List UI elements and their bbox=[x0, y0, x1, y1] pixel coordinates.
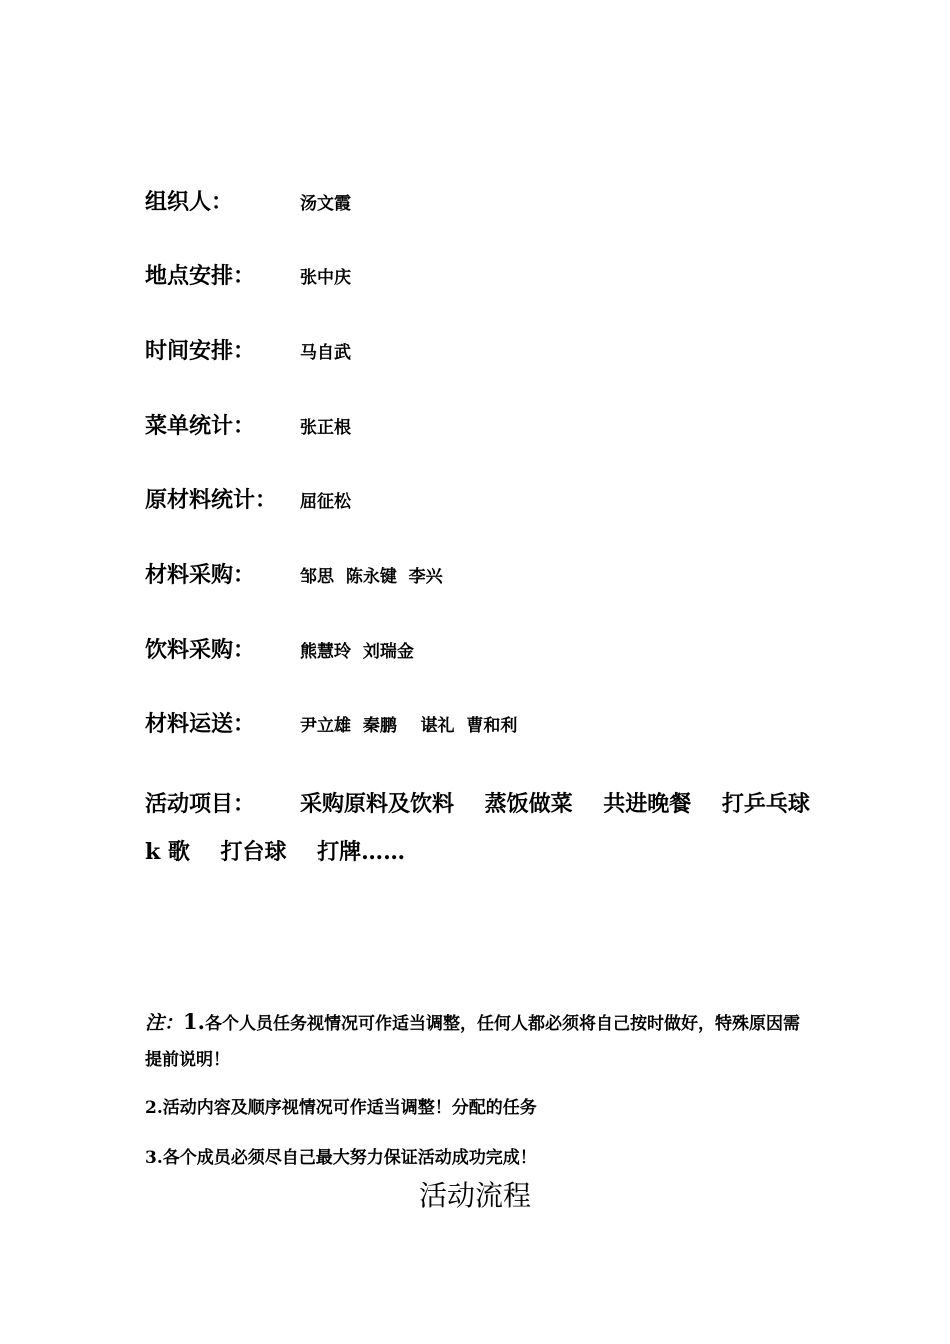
assignment-value: 马自武 bbox=[300, 343, 351, 363]
section-title: 活动流程 bbox=[418, 1179, 531, 1212]
assignment-value: 汤文霞 bbox=[300, 194, 351, 214]
assignment-row-time bbox=[145, 333, 825, 369]
assignment-row-organizer bbox=[145, 184, 825, 220]
note-1-text: 各个人员任务视情况可作适当调整，任何人都必须将自己按时做好，特殊原因需提前说明！ bbox=[145, 1014, 800, 1070]
assignment-value: 张正根 bbox=[300, 418, 351, 438]
activity-list bbox=[145, 780, 841, 876]
assignment-value: 屈征松 bbox=[300, 492, 351, 512]
assignment-label: 饮料采购： bbox=[145, 637, 256, 663]
assignment-value: 熊慧玲 刘瑞金 bbox=[300, 642, 414, 662]
assignment-label: 菜单统计： bbox=[145, 413, 256, 439]
assignment-row-location bbox=[145, 258, 825, 294]
assignment-row-transport bbox=[145, 706, 825, 742]
assignment-label: 组织人： bbox=[145, 189, 234, 215]
assignment-row-material-purchase bbox=[145, 557, 825, 593]
assignment-row-menu bbox=[145, 408, 825, 444]
assignment-value: 张中庆 bbox=[300, 268, 351, 288]
assignment-label: 时间安排： bbox=[145, 338, 256, 364]
note-1 bbox=[145, 1004, 815, 1078]
activity-items: 采购原料及饮料 蒸饭做菜 共进晚餐 打乒乓球 k 歌 打台球 打牌…… bbox=[145, 791, 841, 865]
assignment-label: 材料采购： bbox=[145, 562, 256, 588]
assignment-label: 材料运送： bbox=[145, 711, 256, 737]
assignment-label: 地点安排： bbox=[145, 263, 256, 289]
assignment-label: 原材料统计： bbox=[145, 487, 278, 513]
note-2: 2.活动内容及顺序视情况可作适当调整！分配的任务 bbox=[145, 1098, 537, 1118]
activity-label: 活动项目： bbox=[145, 791, 256, 817]
assignment-row-drink-purchase bbox=[145, 632, 825, 668]
assignment-value: 尹立雄 秦鹏 谌礼 曹和利 bbox=[300, 716, 518, 736]
assignment-row-raw-materials bbox=[145, 482, 825, 518]
assignment-value: 邹思 陈永键 李兴 bbox=[300, 567, 443, 587]
note-3: 3.各个成员必须尽自己最大努力保证活动成功完成！ bbox=[145, 1148, 537, 1168]
note-prefix: 注： bbox=[145, 1012, 184, 1034]
note-number: 1. bbox=[183, 1009, 205, 1034]
